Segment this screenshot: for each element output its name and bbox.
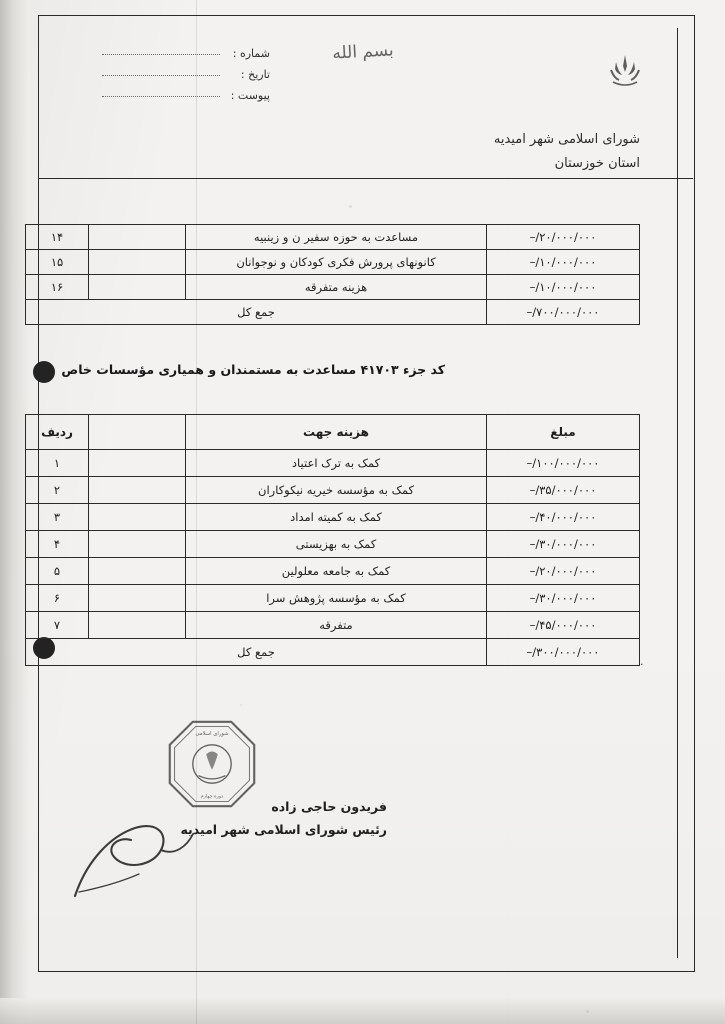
cell-amount: ۳۰/۰۰۰/۰۰۰/–: [487, 585, 640, 612]
assistance-table: [25, 414, 640, 666]
field-number: [102, 44, 270, 65]
table-row: [26, 504, 640, 531]
cell-row-number: ۱۴: [26, 225, 89, 250]
field-attachment-dots: [102, 96, 220, 97]
cell-description: کانونهای پرورش فکری کودکان و نوجوانان: [186, 250, 487, 275]
cell-amount: ۴۵/۰۰۰/۰۰۰/–: [487, 612, 640, 639]
header-spacer: [89, 415, 186, 450]
cell-spacer: [89, 558, 186, 585]
cell-description: هزینه متفرقه: [186, 275, 487, 300]
cell-amount: ۲۰/۰۰۰/۰۰۰/–: [487, 225, 640, 250]
cell-amount: ۳۰/۰۰۰/۰۰۰/–: [487, 531, 640, 558]
cell-total-amount: ۷۰۰/۰۰۰/۰۰۰/–: [487, 300, 640, 325]
field-attachment: [102, 86, 270, 107]
header-amount: مبلغ: [487, 415, 640, 450]
punch-hole-mark-top: [33, 361, 55, 383]
signature-block: [180, 795, 387, 841]
cell-description: کمک به بهزیستی: [186, 531, 487, 558]
cell-row-number: ۵: [26, 558, 89, 585]
table-row: [26, 450, 640, 477]
cell-description: متفرقه: [186, 612, 487, 639]
cell-description: کمک به ترک اعتیاد: [186, 450, 487, 477]
field-number-dots: [102, 54, 220, 55]
table-total-row: [26, 300, 640, 325]
table-row: [26, 250, 640, 275]
section-title: کد جزء ۴۱۷۰۳ مساعدت به مستمندان و همیاری مؤسسات خاص: [61, 362, 445, 377]
table-total-row: [26, 639, 640, 666]
cell-spacer: [89, 585, 186, 612]
header-separator-rule: [38, 178, 693, 179]
cell-row-number: ۱۵: [26, 250, 89, 275]
cell-spacer: [89, 477, 186, 504]
bismillah-calligraphy: بسم الله: [331, 40, 394, 64]
letterhead-fields: [102, 44, 270, 107]
stray-ink-mark: .: [640, 655, 644, 668]
field-attachment-label: پیوست :: [230, 88, 270, 102]
scan-speck: [240, 704, 242, 706]
cell-description: کمک به مؤسسه خیریه نیکوکاران: [186, 477, 487, 504]
field-number-label: شماره :: [232, 47, 270, 60]
table-row: [26, 585, 640, 612]
table-row: [26, 531, 640, 558]
table-row: [26, 558, 640, 585]
cell-amount: ۲۰/۰۰۰/۰۰۰/–: [487, 558, 640, 585]
cell-spacer: [89, 225, 186, 250]
cell-row-number: ۶: [26, 585, 89, 612]
svg-text:شورای اسلامی: شورای اسلامی: [195, 731, 229, 738]
cell-row-number: ۲: [26, 477, 89, 504]
organization-line-1: شورای اسلامی شهر امیدیه: [493, 132, 640, 147]
signer-name: فریدون حاجی زاده: [271, 799, 387, 814]
cell-spacer: [89, 250, 186, 275]
cell-amount: ۱۰/۰۰۰/۰۰۰/–: [487, 275, 640, 300]
cell-row-number: ۴: [26, 531, 89, 558]
cell-amount: ۳۵/۰۰۰/۰۰۰/–: [487, 477, 640, 504]
cell-description: کمک به جامعه معلولین: [186, 558, 487, 585]
cell-row-number: ۱۶: [26, 275, 89, 300]
cell-amount: ۴۰/۰۰۰/۰۰۰/–: [487, 504, 640, 531]
cell-total-label: جمع کل: [26, 300, 487, 325]
field-date: [102, 65, 270, 86]
cell-row-number: ۱: [26, 450, 89, 477]
cell-amount: ۱۰/۰۰۰/۰۰۰/–: [487, 250, 640, 275]
scan-speck: [586, 1010, 589, 1013]
table-header-row: [26, 415, 640, 450]
cell-description: کمک به مؤسسه پژوهش سرا: [186, 585, 487, 612]
signer-title: رئیس شورای اسلامی شهر امیدیه: [180, 822, 387, 838]
header-description: هزینه جهت: [186, 415, 487, 450]
paper-edge-shadow-bottom: [0, 998, 725, 1024]
budget-table-continuation: [25, 224, 640, 325]
table-row: [26, 612, 640, 639]
cell-row-number: ۷: [26, 612, 89, 639]
svg-text:دوره چهارم: دوره چهارم: [200, 794, 224, 800]
table-row: [26, 225, 640, 250]
table-row: [26, 477, 640, 504]
cell-spacer: [89, 612, 186, 639]
cell-spacer: [89, 450, 186, 477]
cell-total-amount: ۳۰۰/۰۰۰/۰۰۰/–: [487, 639, 640, 666]
cell-row-number: ۳: [26, 504, 89, 531]
organization-name: [494, 128, 640, 176]
cell-spacer: [89, 531, 186, 558]
cell-description: مساعدت به حوزه سفیر ن و زینبیه: [186, 225, 487, 250]
cell-spacer: [89, 504, 186, 531]
cell-description: کمک به کمیته امداد: [186, 504, 487, 531]
cell-total-label: جمع کل: [26, 639, 487, 666]
scan-speck: [349, 205, 352, 208]
field-date-label: تاریخ :: [240, 67, 270, 81]
cell-amount: ۱۰۰/۰۰۰/۰۰۰/–: [487, 450, 640, 477]
table-row: [26, 275, 640, 300]
organization-line-2: استان خوزستان: [554, 156, 640, 172]
cell-spacer: [89, 275, 186, 300]
header-row-number: ردیف: [26, 415, 89, 450]
iran-emblem-icon: [608, 52, 642, 90]
field-date-dots: [102, 75, 220, 76]
